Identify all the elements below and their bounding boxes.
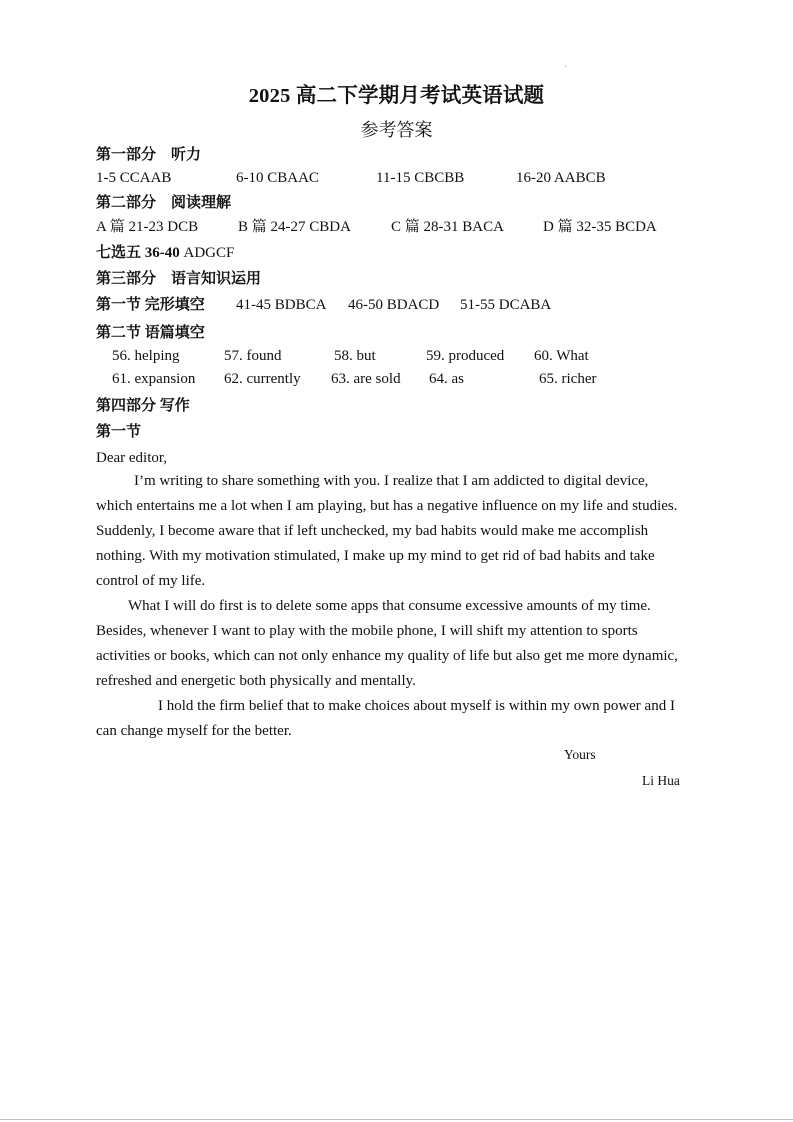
cloze-answer-2: 46-50 BDACD (348, 297, 440, 313)
grammar-answer-60: 60. What (534, 348, 589, 364)
letter-greeting: Dear editor, (96, 450, 168, 466)
part1-heading: 第一部分 听力 (96, 147, 202, 163)
letter-closing: Yours (564, 747, 596, 762)
grammar-answer-57: 57. found (224, 348, 282, 364)
grammar-answer-56: 56. helping (112, 348, 180, 364)
part1-answer-3: 11-15 CBCBB (376, 170, 465, 186)
grammar-answer-63: 63. are sold (331, 371, 401, 387)
grammar-answer-64: 64. as (429, 371, 464, 387)
grammar-answer-65: 65. richer (539, 371, 597, 387)
cloze-answer-1: 41-45 BDBCA (236, 297, 327, 313)
part2-heading: 第二部分 阅读理解 (96, 195, 232, 211)
part2-answer-a: A 篇 21-23 DCB (96, 219, 199, 235)
part1-answer-4: 16-20 AABCB (516, 170, 606, 186)
part2-answer-b: B 篇 24-27 CBDA (238, 219, 351, 235)
letter-paragraph-2: What I will do first is to delete some apps that consume excessive amounts of my time. Besides, whenever I want to play with the mobile phone, I will shift my attention to sports activities or books, which can not only enhance my quality of life but also get me more dynamic, refreshed and energetic both physically and mentally. (96, 598, 678, 689)
header-mark: · (564, 62, 567, 71)
grammar-answer-61: 61. expansion (112, 371, 196, 387)
cloze-label: 第一节 完形填空 (96, 297, 205, 313)
grammar-answer-59: 59. produced (426, 348, 505, 364)
grammar-fill-label: 第二节 语篇填空 (96, 325, 205, 341)
part1-answer-2: 6-10 CBAAC (236, 170, 319, 186)
part3-heading: 第三部分 语言知识运用 (96, 271, 262, 287)
seven-choose-five-answer: ADGCF (179, 245, 235, 261)
seven-choose-five (96, 243, 234, 263)
part2-answer-d: D 篇 32-35 BCDA (543, 219, 657, 235)
letter-paragraph-1: I’m writing to share something with you. I realize that I am addicted to digital device, which entertains me a lot when I am playing, but has a negative influence on my life and studies. Suddenly, I become aware that if left unchecked, my bad habits would make me accomplish nothing. With my motivation stimulated, I make up my mind to get rid of bad habits and take control of my life. (96, 473, 678, 589)
letter-signature: Li Hua (642, 773, 680, 788)
document-subtitle: 参考答案 (360, 120, 433, 140)
letter-paragraph-3: I hold the firm belief that to make choices about myself is within my own power and I can change myself for the better. (96, 698, 675, 739)
grammar-answer-62: 62. currently (224, 371, 301, 387)
writing-section1-label: 第一节 (96, 424, 142, 440)
document-title: 2025 高二下学期月考试英语试题 (248, 85, 545, 107)
part1-answer-1: 1-5 CCAAB (96, 170, 172, 186)
part2-answer-c: C 篇 28-31 BACA (391, 219, 504, 235)
grammar-answer-58: 58. but (334, 348, 376, 364)
cloze-answer-3: 51-55 DCABA (460, 297, 552, 313)
part4-heading: 第四部分 写作 (96, 398, 190, 414)
page-bottom-rule (0, 1119, 793, 1120)
seven-choose-five-label: 七选五 36-40 (96, 245, 180, 261)
